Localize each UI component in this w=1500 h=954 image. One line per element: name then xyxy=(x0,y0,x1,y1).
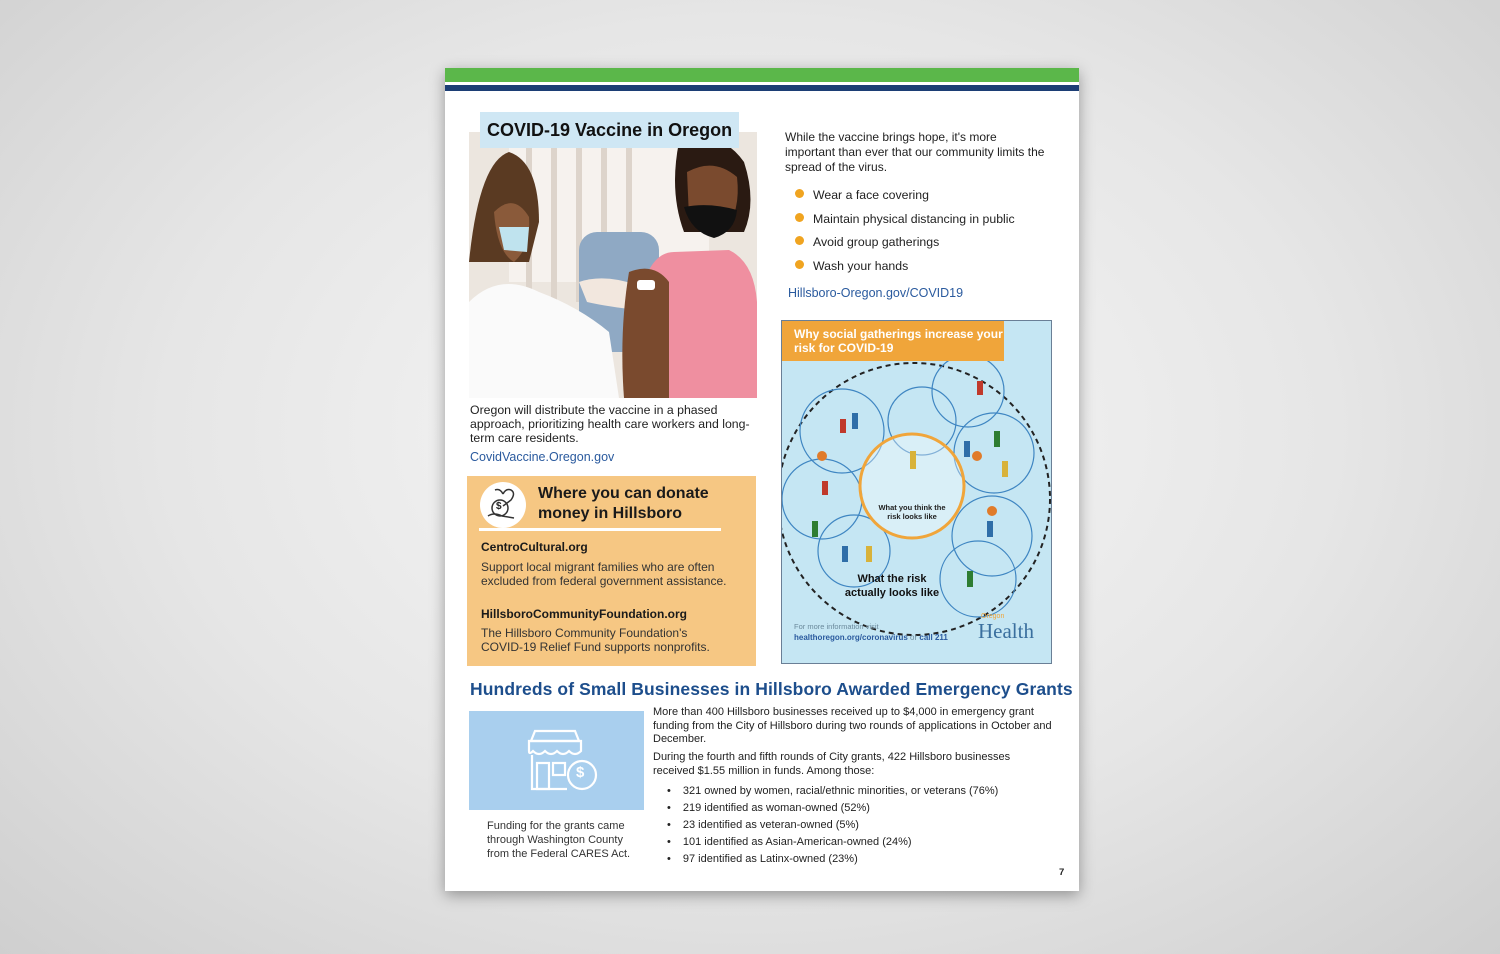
list-item: Avoid group gatherings xyxy=(795,233,1015,257)
footer-link-line: healthoregon.org/coronavirus or call 211 xyxy=(794,633,948,642)
outer-circle-label: What the risk actually looks like xyxy=(844,573,940,599)
list-item: • 97 identified as Latinx-owned (23%) xyxy=(667,852,998,869)
covid-vaccine-link[interactable]: CovidVaccine.Oregon.gov xyxy=(470,450,615,464)
bullet-icon xyxy=(795,260,804,269)
donate-box xyxy=(467,476,756,666)
list-item: • 101 identified as Asian-American-owned (24%) xyxy=(667,835,998,852)
blue-header-stripe xyxy=(445,85,1079,91)
grants-image-caption: Funding for the grants came through Washington County from the Federal CARES Act. xyxy=(487,820,631,860)
list-item: • 219 identified as woman-owned (52%) xyxy=(667,801,998,818)
vaccine-caption: Oregon will distribute the vaccine in a phased approach, prioritizing health care workers and long-term care residents. xyxy=(470,403,750,445)
health-oregon-link[interactable]: healthoregon.org/coronavirus xyxy=(794,633,908,642)
org-centro-cultural[interactable]: CentroCultural.org xyxy=(481,540,588,554)
prevention-list xyxy=(795,186,1015,280)
grants-stats-list xyxy=(667,784,998,869)
grants-paragraph-2: During the fourth and fifth rounds of City grants, 422 Hillsboro businesses received $1.55 million in funds. Among those: xyxy=(653,751,1011,777)
newsletter-page xyxy=(445,68,1079,891)
list-item: Wear a face covering xyxy=(795,186,1015,210)
infographic-banner: Why social gatherings increase your risk for COVID-19 xyxy=(782,321,1004,361)
list-item: • 23 identified as veteran-owned (5%) xyxy=(667,818,998,835)
bullet-icon xyxy=(795,213,804,222)
org-hillsboro-community-foundation[interactable]: HillsboroCommunityFoundation.org xyxy=(481,607,687,621)
donate-heart-icon xyxy=(480,482,526,528)
hillsboro-covid-link[interactable]: Hillsboro-Oregon.gov/COVID19 xyxy=(788,286,964,300)
risk-infographic xyxy=(781,320,1052,664)
page-number: 7 xyxy=(1059,867,1065,878)
org-hcf-desc: The Hillsboro Community Foundation's COVID-19 Relief Fund supports nonprofits. xyxy=(481,626,710,654)
org-centro-cultural-desc: Support local migrant families who are often excluded from federal government assistance. xyxy=(481,560,727,588)
dollar-icon: $ xyxy=(496,501,502,512)
list-item: Maintain physical distancing in public xyxy=(795,210,1015,234)
storefront-image xyxy=(469,711,644,810)
vaccine-photo xyxy=(469,132,757,398)
grants-headline: Hundreds of Small Businesses in Hillsboro Awarded Emergency Grants xyxy=(470,679,1073,699)
donate-title: Where you can donate money in Hillsboro xyxy=(538,485,709,522)
inner-circle-label: What you think the risk looks like xyxy=(878,503,946,521)
vaccine-section-title: COVID-19 Vaccine in Oregon xyxy=(480,112,739,148)
list-item: • 321 owned by women, racial/ethnic minorities, or veterans (76%) xyxy=(667,784,998,801)
list-item: Wash your hands xyxy=(795,257,1015,281)
call-211-text: call 211 xyxy=(919,633,948,642)
footer-note: For more information visit xyxy=(794,622,879,631)
bullet-icon xyxy=(795,189,804,198)
oregon-health-logo: Health xyxy=(978,619,1034,643)
bullet-icon xyxy=(795,236,804,245)
storefront-icon xyxy=(469,711,644,810)
grants-paragraph-1: More than 400 Hillsboro businesses received up to $4,000 in emergency grant funding from the City of Hillsboro during two rounds of applications in October and December. xyxy=(653,706,1052,745)
dollar-icon: $ xyxy=(576,764,585,781)
donate-divider xyxy=(479,528,721,531)
oregon-logo-small: Oregon xyxy=(981,613,1005,620)
prevention-intro: While the vaccine brings hope, it's more important than ever that our community limits the spread of the virus. xyxy=(785,130,1045,174)
risk-circles-illustration xyxy=(782,321,1051,663)
green-header-stripe xyxy=(445,68,1079,82)
